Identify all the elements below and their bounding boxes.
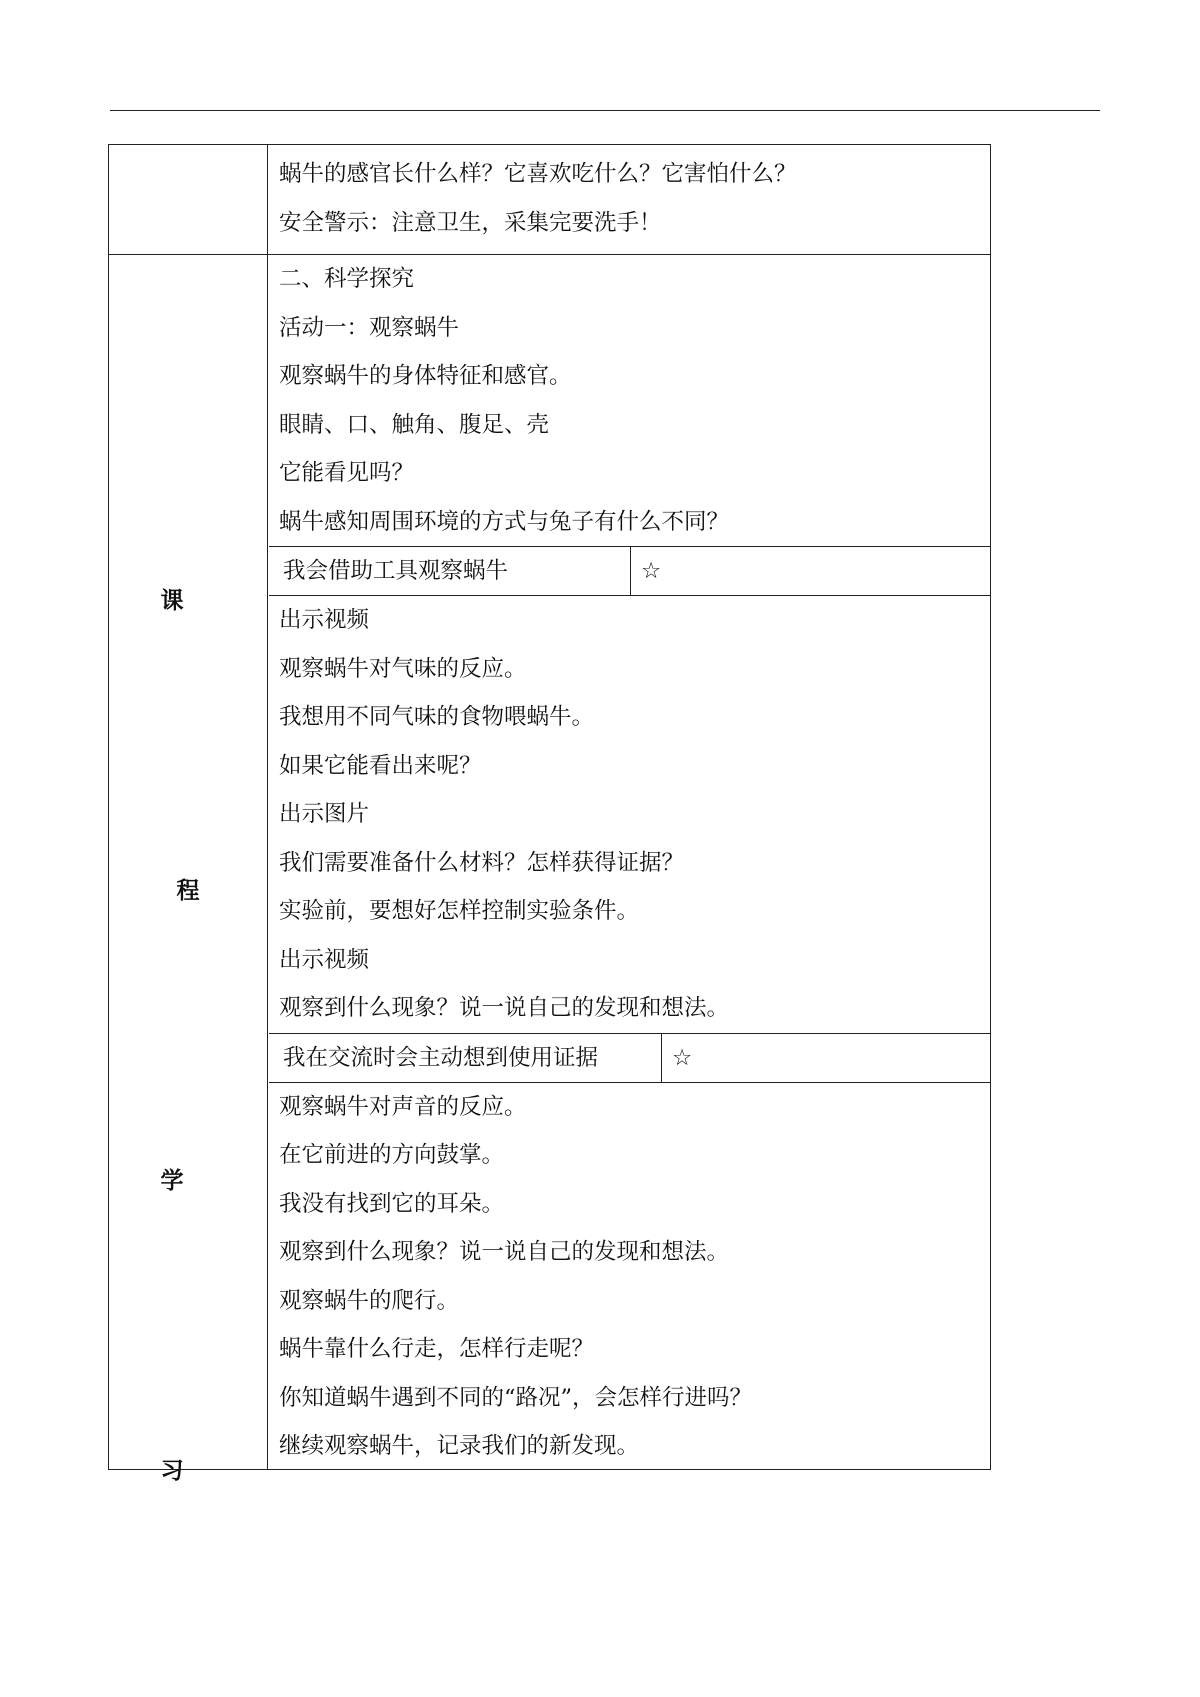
side-label-xi: 习: [160, 1457, 184, 1484]
side-label-cheng: 程: [176, 877, 200, 904]
rating-star-icon: ☆: [630, 547, 990, 595]
text-line: 观察蜗牛对声音的反应。: [279, 1093, 527, 1120]
text-line: 出示视频: [279, 607, 370, 633]
text-line: 实验前，要想好怎样控制实验条件。: [279, 898, 640, 924]
text-line: 观察到什么现象？说一说自己的发现和想法。: [279, 1239, 730, 1265]
rating-table-2: [269, 1033, 990, 1083]
text-line: 观察蜗牛的身体特征和感官。: [279, 363, 572, 389]
rating-star-icon: ☆: [661, 1034, 990, 1082]
text-line: 在它前进的方向鼓掌。: [279, 1142, 505, 1168]
header-rule: [110, 110, 1100, 111]
label-cell-learning-process: [109, 255, 268, 1484]
side-label-xue: 学: [160, 1167, 184, 1194]
activity-title: 活动一：观察蜗牛: [279, 314, 460, 341]
text-line: 眼睛、口、触角、腹足、壳: [279, 411, 550, 438]
text-line: 继续观察蜗牛，记录我们的新发现。: [279, 1433, 640, 1459]
text-line: 蜗牛感知周围环境的方式与兔子有什么不同？: [279, 508, 730, 535]
text-line: 蜗牛的感官长什么样？它喜欢吃什么？它害怕什么？: [279, 161, 797, 187]
text-line: 我们需要准备什么材料？怎样获得证据？: [279, 849, 685, 876]
text-line: 蜗牛靠什么行走，怎样行走呢？: [279, 1336, 595, 1362]
text-line: 观察到什么现象？说一说自己的发现和想法。: [279, 995, 730, 1021]
text-line: 观察蜗牛的爬行。: [279, 1287, 460, 1314]
text-line: 我没有找到它的耳朵。: [279, 1190, 505, 1217]
safety-warning: 安全警示：注意卫生，采集完要洗手！: [279, 209, 662, 236]
text-line: 它能看见吗？: [279, 460, 415, 486]
text-line: 观察蜗牛对气味的反应。: [279, 655, 527, 682]
rating-criterion: 我会借助工具观察蜗牛: [283, 558, 509, 584]
content-cell-learning: [269, 255, 990, 1469]
text-line: 你知道蜗牛遇到不同的“路况”，会怎样行进吗？: [279, 1384, 753, 1411]
table-row-learning: [109, 255, 990, 1484]
section-heading: 二、科学探究: [279, 266, 415, 292]
table-row-intro: [109, 145, 990, 255]
label-cell-empty: [109, 145, 268, 254]
rating-criterion: 我在交流时会主动想到使用证据: [283, 1044, 599, 1071]
text-line: 如果它能看出来呢？: [279, 752, 482, 779]
text-line: 出示视频: [279, 946, 370, 973]
rating-table-1: [269, 546, 990, 596]
side-label-ke: 课: [160, 587, 184, 614]
content-cell-intro: [269, 145, 990, 254]
text-line: 我想用不同气味的食物喂蜗牛。: [279, 704, 595, 730]
lesson-table: [108, 144, 991, 1484]
text-line: 出示图片: [279, 801, 370, 827]
